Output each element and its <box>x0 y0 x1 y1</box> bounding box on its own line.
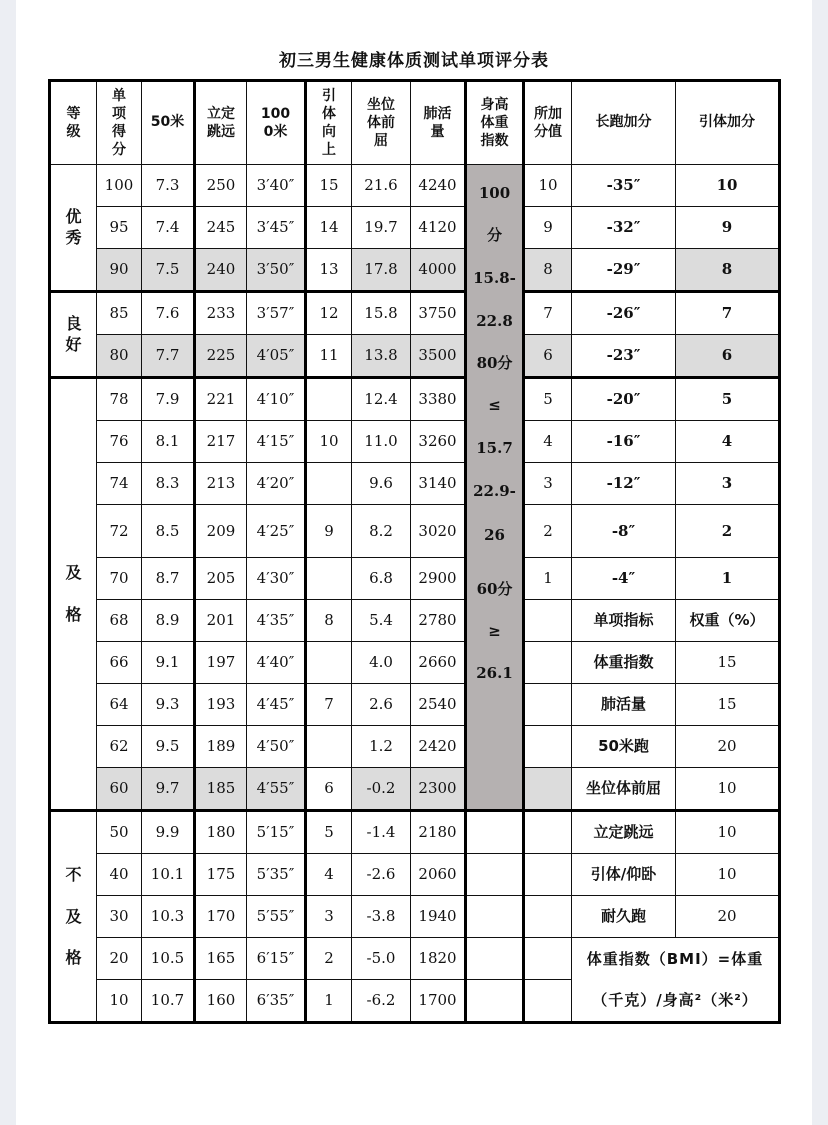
cell-sit: 6.8 <box>352 558 411 600</box>
header-50m: 50米 <box>142 81 195 165</box>
cell-m1000: 5′55″ <box>247 896 306 938</box>
cell-score: 80 <box>97 335 142 378</box>
cell-score: 20 <box>97 938 142 980</box>
header-bonus: 所加分值 <box>524 81 572 165</box>
cell-m1000: 4′50″ <box>247 726 306 768</box>
cell-lung: 2780 <box>411 600 466 642</box>
cell-pullup: 3 <box>306 896 352 938</box>
table-row <box>50 600 780 642</box>
cell-pullup: 1 <box>306 980 352 1023</box>
cell-bonus: 5 <box>524 378 572 421</box>
table-row <box>50 292 780 335</box>
cell-pull-bonus: 7 <box>676 292 780 335</box>
bmi-line: 22.9- <box>473 482 516 500</box>
cell-score: 76 <box>97 421 142 463</box>
cell-pull-bonus: 3 <box>676 463 780 505</box>
cell-lung: 3500 <box>411 335 466 378</box>
cell-m1000: 4′45″ <box>247 684 306 726</box>
cell-jump: 245 <box>195 207 247 249</box>
cell-bonus: 1 <box>524 558 572 600</box>
weight-item-name: 肺活量 <box>572 684 676 726</box>
cell-pullup: 9 <box>306 505 352 558</box>
cell-jump: 205 <box>195 558 247 600</box>
table-row <box>50 558 780 600</box>
cell-m50: 9.3 <box>142 684 195 726</box>
cell-score: 68 <box>97 600 142 642</box>
cell-sit: -1.4 <box>352 811 411 854</box>
weight-item-value: 10 <box>676 768 780 811</box>
cell-m1000: 3′50″ <box>247 249 306 292</box>
cell-m50: 8.3 <box>142 463 195 505</box>
weight-item-value: 20 <box>676 896 780 938</box>
header-pullup: 引体向上 <box>306 81 352 165</box>
weight-item-name: 引体/仰卧 <box>572 854 676 896</box>
bmi-line: 80分 <box>476 354 513 372</box>
weight-item-value: 10 <box>676 854 780 896</box>
cell-lung: 4240 <box>411 165 466 207</box>
table-row <box>50 938 780 980</box>
bmi-line: 22.8 <box>476 312 513 330</box>
cell-run-bonus: -29″ <box>572 249 676 292</box>
table-row <box>50 896 780 938</box>
bmi-empty-cell <box>466 938 524 980</box>
cell-m1000: 4′15″ <box>247 421 306 463</box>
table-row <box>50 335 780 378</box>
bmi-empty-cell <box>466 811 524 854</box>
cell-bonus <box>524 726 572 768</box>
cell-jump: 185 <box>195 768 247 811</box>
bmi-line: 60分 <box>476 580 513 598</box>
cell-bonus <box>524 938 572 980</box>
bmi-line: 15.7 <box>476 439 513 457</box>
weight-item-value: 10 <box>676 811 780 854</box>
cell-lung: 2420 <box>411 726 466 768</box>
cell-pull-bonus: 8 <box>676 249 780 292</box>
cell-score: 50 <box>97 811 142 854</box>
cell-pullup: 5 <box>306 811 352 854</box>
cell-pullup: 12 <box>306 292 352 335</box>
weight-item-name: 耐久跑 <box>572 896 676 938</box>
cell-jump: 221 <box>195 378 247 421</box>
cell-bonus <box>524 642 572 684</box>
cell-pull-bonus: 10 <box>676 165 780 207</box>
cell-run-bonus: -26″ <box>572 292 676 335</box>
header-1000m: 1000米 <box>247 81 306 165</box>
bmi-empty-cell <box>466 980 524 1023</box>
cell-score: 100 <box>97 165 142 207</box>
bmi-line: 26.1 <box>476 664 513 682</box>
cell-lung: 2540 <box>411 684 466 726</box>
cell-m50: 10.5 <box>142 938 195 980</box>
weights-header-weight: 权重（%） <box>676 600 780 642</box>
cell-pullup: 15 <box>306 165 352 207</box>
cell-bonus <box>524 854 572 896</box>
cell-score: 66 <box>97 642 142 684</box>
cell-score: 62 <box>97 726 142 768</box>
cell-bonus: 3 <box>524 463 572 505</box>
cell-sit: 12.4 <box>352 378 411 421</box>
bmi-empty-cell <box>466 854 524 896</box>
cell-sit: 19.7 <box>352 207 411 249</box>
cell-bonus: 6 <box>524 335 572 378</box>
cell-score: 74 <box>97 463 142 505</box>
cell-sit: 1.2 <box>352 726 411 768</box>
cell-sit: -5.0 <box>352 938 411 980</box>
cell-m1000: 4′35″ <box>247 600 306 642</box>
cell-pullup: 10 <box>306 421 352 463</box>
grade-label: 优秀 <box>65 206 82 247</box>
weight-item-name: 立定跳远 <box>572 811 676 854</box>
cell-bonus <box>524 896 572 938</box>
cell-run-bonus: -16″ <box>572 421 676 463</box>
cell-jump: 180 <box>195 811 247 854</box>
header-bmi: 身高体重指数 <box>466 81 524 165</box>
cell-jump: 240 <box>195 249 247 292</box>
cell-m50: 7.3 <box>142 165 195 207</box>
cell-lung: 3140 <box>411 463 466 505</box>
cell-run-bonus: -35″ <box>572 165 676 207</box>
cell-pull-bonus: 5 <box>676 378 780 421</box>
table-row <box>50 207 780 249</box>
grade-label: 不及格 <box>65 865 82 968</box>
cell-m50: 8.5 <box>142 505 195 558</box>
cell-bonus: 8 <box>524 249 572 292</box>
cell-lung: 1700 <box>411 980 466 1023</box>
cell-sit: -0.2 <box>352 768 411 811</box>
table-row <box>50 505 780 558</box>
cell-m50: 9.7 <box>142 768 195 811</box>
cell-pullup: 7 <box>306 684 352 726</box>
header-grade: 等级 <box>50 81 97 165</box>
grade-cell <box>50 165 97 292</box>
cell-lung: 3020 <box>411 505 466 558</box>
cell-jump: 209 <box>195 505 247 558</box>
table-row <box>50 854 780 896</box>
cell-lung: 3260 <box>411 421 466 463</box>
cell-score: 64 <box>97 684 142 726</box>
bmi-line: 100 <box>478 184 511 202</box>
weight-item-name: 坐位体前屈 <box>572 768 676 811</box>
cell-m50: 8.9 <box>142 600 195 642</box>
cell-score: 78 <box>97 378 142 421</box>
cell-lung: 1940 <box>411 896 466 938</box>
cell-pullup <box>306 378 352 421</box>
cell-pullup: 13 <box>306 249 352 292</box>
header-row <box>50 81 780 165</box>
cell-jump: 193 <box>195 684 247 726</box>
cell-m50: 7.9 <box>142 378 195 421</box>
cell-m1000: 4′25″ <box>247 505 306 558</box>
cell-run-bonus: -8″ <box>572 505 676 558</box>
cell-pull-bonus: 1 <box>676 558 780 600</box>
cell-pullup <box>306 726 352 768</box>
cell-m1000: 6′35″ <box>247 980 306 1023</box>
cell-m1000: 4′30″ <box>247 558 306 600</box>
formula-line-2: （千克）/身高²（米²） <box>592 990 758 1009</box>
cell-pullup <box>306 642 352 684</box>
cell-m50: 7.5 <box>142 249 195 292</box>
table-row <box>50 642 780 684</box>
cell-m1000: 4′55″ <box>247 768 306 811</box>
cell-jump: 197 <box>195 642 247 684</box>
cell-m1000: 3′40″ <box>247 165 306 207</box>
cell-lung: 2300 <box>411 768 466 811</box>
cell-m50: 8.7 <box>142 558 195 600</box>
table-row <box>50 726 780 768</box>
cell-pullup: 8 <box>306 600 352 642</box>
cell-bonus: 4 <box>524 421 572 463</box>
header-run-bonus: 长跑加分 <box>572 81 676 165</box>
weight-item-name: 50米跑 <box>572 726 676 768</box>
table-row <box>50 378 780 421</box>
cell-jump: 201 <box>195 600 247 642</box>
cell-bonus: 7 <box>524 292 572 335</box>
cell-score: 95 <box>97 207 142 249</box>
cell-score: 30 <box>97 896 142 938</box>
cell-jump: 165 <box>195 938 247 980</box>
cell-jump: 175 <box>195 854 247 896</box>
bmi-line: ≥ <box>488 622 501 640</box>
cell-m50: 7.4 <box>142 207 195 249</box>
cell-pull-bonus: 9 <box>676 207 780 249</box>
cell-jump: 213 <box>195 463 247 505</box>
table-row <box>50 249 780 292</box>
bmi-line: 分 <box>486 226 502 244</box>
score-table <box>48 79 781 1024</box>
cell-pull-bonus: 4 <box>676 421 780 463</box>
grade-label: 及格 <box>65 563 82 624</box>
table-row <box>50 463 780 505</box>
cell-jump: 170 <box>195 896 247 938</box>
cell-pullup <box>306 463 352 505</box>
cell-bonus: 2 <box>524 505 572 558</box>
cell-bonus <box>524 600 572 642</box>
cell-lung: 3380 <box>411 378 466 421</box>
grade-cell <box>50 292 97 378</box>
cell-pull-bonus: 2 <box>676 505 780 558</box>
cell-score: 72 <box>97 505 142 558</box>
weight-item-value: 15 <box>676 642 780 684</box>
weight-item-value: 20 <box>676 726 780 768</box>
cell-sit: 9.6 <box>352 463 411 505</box>
cell-lung: 4120 <box>411 207 466 249</box>
bmi-line: 15.8- <box>473 269 516 287</box>
cell-pullup: 6 <box>306 768 352 811</box>
cell-lung: 2660 <box>411 642 466 684</box>
cell-run-bonus: -4″ <box>572 558 676 600</box>
cell-score: 60 <box>97 768 142 811</box>
cell-m1000: 4′05″ <box>247 335 306 378</box>
cell-lung: 2180 <box>411 811 466 854</box>
cell-run-bonus: -20″ <box>572 378 676 421</box>
header-jump: 立定跳远 <box>195 81 247 165</box>
cell-m50: 8.1 <box>142 421 195 463</box>
header-pull-bonus: 引体加分 <box>676 81 780 165</box>
weights-header-name: 单项指标 <box>572 600 676 642</box>
cell-m1000: 4′40″ <box>247 642 306 684</box>
bmi-line: 26 <box>484 526 505 544</box>
formula-line-1: 体重指数（BMI）=体重 <box>586 950 764 968</box>
cell-m50: 7.6 <box>142 292 195 335</box>
cell-pullup: 4 <box>306 854 352 896</box>
cell-jump: 160 <box>195 980 247 1023</box>
cell-jump: 250 <box>195 165 247 207</box>
cell-pullup <box>306 558 352 600</box>
cell-m1000: 6′15″ <box>247 938 306 980</box>
cell-m1000: 4′20″ <box>247 463 306 505</box>
table-row <box>50 165 780 207</box>
table-row <box>50 421 780 463</box>
cell-jump: 217 <box>195 421 247 463</box>
cell-m1000: 5′35″ <box>247 854 306 896</box>
bmi-empty-cell <box>466 896 524 938</box>
cell-sit: 15.8 <box>352 292 411 335</box>
cell-lung: 3750 <box>411 292 466 335</box>
cell-m50: 9.5 <box>142 726 195 768</box>
grade-cell <box>50 811 97 1023</box>
cell-lung: 2900 <box>411 558 466 600</box>
cell-jump: 225 <box>195 335 247 378</box>
cell-pullup: 14 <box>306 207 352 249</box>
cell-lung: 2060 <box>411 854 466 896</box>
cell-run-bonus: -32″ <box>572 207 676 249</box>
cell-m50: 10.7 <box>142 980 195 1023</box>
bmi-text <box>467 165 522 788</box>
bmi-line: ≤ <box>488 396 501 414</box>
cell-sit: -2.6 <box>352 854 411 896</box>
table-row <box>50 684 780 726</box>
cell-sit: 17.8 <box>352 249 411 292</box>
cell-sit: 21.6 <box>352 165 411 207</box>
page-title: 初三男生健康体质测试单项评分表 <box>279 51 549 71</box>
weight-item-name: 体重指数 <box>572 642 676 684</box>
table-row <box>50 768 780 811</box>
cell-jump: 189 <box>195 726 247 768</box>
cell-bonus: 9 <box>524 207 572 249</box>
cell-score: 85 <box>97 292 142 335</box>
cell-score: 40 <box>97 854 142 896</box>
cell-m50: 10.1 <box>142 854 195 896</box>
cell-bonus <box>524 980 572 1023</box>
weight-item-value: 15 <box>676 684 780 726</box>
cell-m1000: 3′45″ <box>247 207 306 249</box>
cell-jump: 233 <box>195 292 247 335</box>
cell-sit: 11.0 <box>352 421 411 463</box>
cell-m50: 10.3 <box>142 896 195 938</box>
cell-sit: 13.8 <box>352 335 411 378</box>
cell-sit: 8.2 <box>352 505 411 558</box>
cell-pull-bonus: 6 <box>676 335 780 378</box>
cell-lung: 4000 <box>411 249 466 292</box>
grade-cell <box>50 378 97 811</box>
cell-m1000: 4′10″ <box>247 378 306 421</box>
cell-m50: 7.7 <box>142 335 195 378</box>
cell-sit: -6.2 <box>352 980 411 1023</box>
cell-pullup: 2 <box>306 938 352 980</box>
header-sit-reach: 坐位体前屈 <box>352 81 411 165</box>
cell-bonus <box>524 768 572 811</box>
header-lung: 肺活量 <box>411 81 466 165</box>
grade-label: 良好 <box>65 313 82 354</box>
bmi-cell <box>466 165 524 811</box>
cell-m50: 9.1 <box>142 642 195 684</box>
cell-m1000: 5′15″ <box>247 811 306 854</box>
table-row <box>50 811 780 854</box>
cell-sit: 2.6 <box>352 684 411 726</box>
header-score: 单项得分 <box>97 81 142 165</box>
cell-pullup: 11 <box>306 335 352 378</box>
cell-sit: 5.4 <box>352 600 411 642</box>
cell-run-bonus: -12″ <box>572 463 676 505</box>
cell-score: 90 <box>97 249 142 292</box>
cell-m1000: 3′57″ <box>247 292 306 335</box>
cell-bonus <box>524 811 572 854</box>
cell-m50: 9.9 <box>142 811 195 854</box>
cell-sit: 4.0 <box>352 642 411 684</box>
cell-score: 70 <box>97 558 142 600</box>
bmi-formula <box>572 938 780 1023</box>
cell-run-bonus: -23″ <box>572 335 676 378</box>
cell-bonus: 10 <box>524 165 572 207</box>
cell-sit: -3.8 <box>352 896 411 938</box>
cell-lung: 1820 <box>411 938 466 980</box>
cell-bonus <box>524 684 572 726</box>
cell-score: 10 <box>97 980 142 1023</box>
